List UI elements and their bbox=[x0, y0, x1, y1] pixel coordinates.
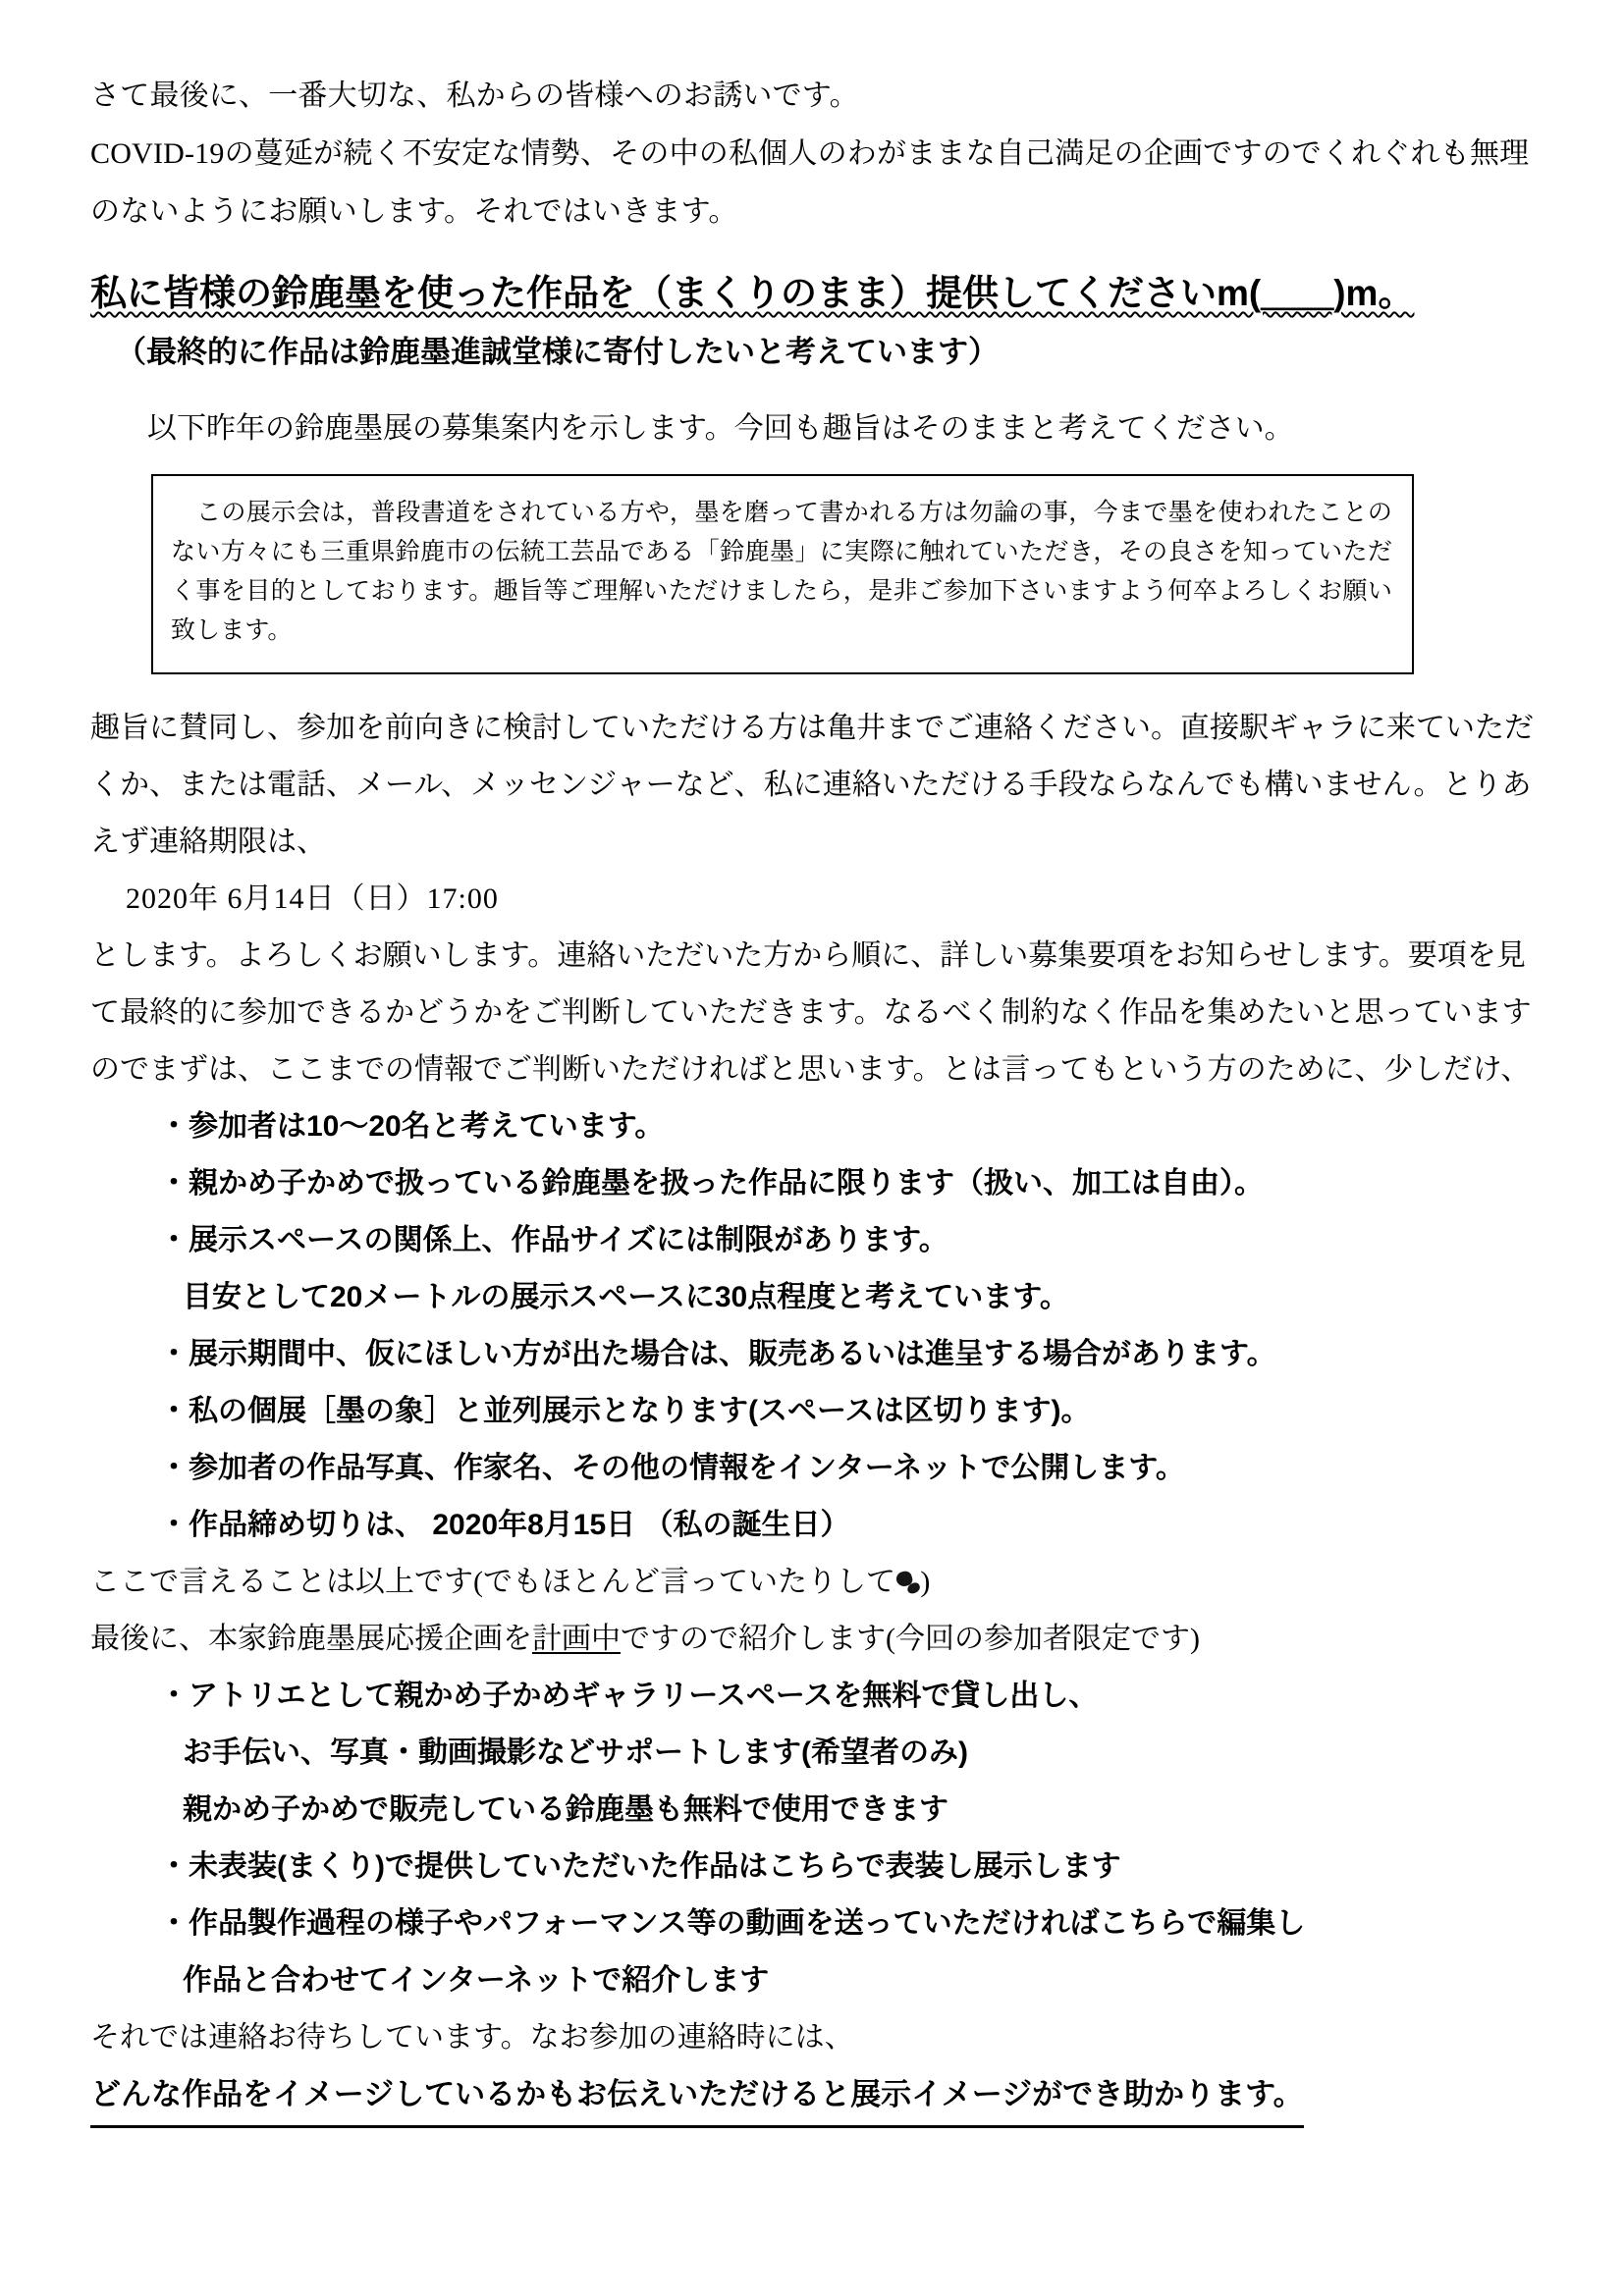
list-item bbox=[159, 1839, 1542, 1896]
list-item-subline: 作品と合わせてインターネットで紹介します bbox=[183, 1964, 770, 1997]
list-item-subline: お手伝い、写真・動画撮影などサポートします(希望者のみ) bbox=[183, 1736, 968, 1769]
bullet-mark-icon: ・ bbox=[159, 1509, 189, 1541]
page-subtitle: （最終的に作品は鈴鹿墨進誠堂様に寄付したいと考えています） bbox=[116, 335, 999, 369]
body-paragraph-1: 趣旨に賛同し、参加を前向きに検討していただける方は亀井までご連絡ください。直接駅ギャラに来ていただくか、または電話、メール、メッセンジャーなど、私に連絡いただける手段ならなんでも構いません。とりあえず連絡期限は、 bbox=[90, 712, 1534, 858]
list-item-label: アトリエとして親かめ子かめギャラリースペースを無料で貸し出し、 bbox=[189, 1680, 1099, 1712]
deadline-date: 2020年 6月14日（日）17:00 bbox=[126, 882, 499, 915]
list-item bbox=[159, 1383, 1542, 1440]
bullet-mark-icon: ・ bbox=[159, 1452, 189, 1484]
list-item-subline-2: 親かめ子かめで販売している鈴鹿墨も無料で使用できます bbox=[183, 1793, 948, 1826]
closing-line-1 bbox=[90, 1554, 1542, 1611]
page-title: 私に皆様の鈴鹿墨を使った作品を（まくりのまま）提供してくださいm(＿＿)m。 bbox=[90, 273, 1415, 313]
sweat-drop-emoji-icon bbox=[896, 1571, 919, 1593]
support-plan-list bbox=[90, 1668, 1542, 2009]
final-emphasis-line: どんな作品をイメージしているかもお伝えいただけると展示イメージができ助かります。 bbox=[90, 2066, 1304, 2128]
list-item-label: 親かめ子かめで扱っている鈴鹿墨を扱った作品に限ります（扱い、加工は自由）。 bbox=[189, 1167, 1264, 1200]
opening-section bbox=[90, 67, 1542, 240]
bullet-mark-icon: ・ bbox=[159, 1110, 189, 1143]
list-item-label: 作品製作過程の様子やパフォーマンス等の動画を送っていただければこちらで編集し bbox=[189, 1907, 1306, 1940]
list-item bbox=[159, 1668, 1542, 1839]
closing-line-1-suffix: ) bbox=[920, 1566, 931, 1598]
bullet-mark-icon: ・ bbox=[159, 1395, 189, 1427]
bullet-mark-icon: ・ bbox=[159, 1224, 189, 1256]
bullet-mark-icon: ・ bbox=[159, 1338, 189, 1370]
quotation-text: この展示会は，普段書道をされている方や，墨を磨って書かれる方は勿論の事，今まで墨を使われたことのない方々にも三重県鈴鹿市の伝統工芸品である「鈴鹿墨」に実際に触れていただき，その良さを知っていただく事を目的としております。趣旨等ご理解いただけましたら，是非ご参加下さいますよう何卒よろしくお願い致します。 bbox=[171, 500, 1392, 644]
bullet-mark-icon: ・ bbox=[159, 1680, 189, 1712]
list-item bbox=[159, 1212, 1542, 1326]
closing-line-2-emphasis: 計画中 bbox=[532, 1623, 621, 1655]
list-item-label: 展示期間中、仮にほしい方が出た場合は、販売あるいは進呈する場合があります。 bbox=[189, 1338, 1276, 1370]
list-item-label: 未表装(まくり)で提供していただいた作品はこちらで表装し展示します bbox=[189, 1850, 1121, 1883]
list-item-label: 私の個展［墨の象］と並列展示となります(スペースは区切ります)。 bbox=[189, 1395, 1091, 1427]
list-item bbox=[159, 1155, 1542, 1212]
conditions-list bbox=[90, 1098, 1542, 1554]
list-item-label: 作品締め切りは、 2020年8月15日 （私の誕生日） bbox=[189, 1509, 850, 1541]
body-paragraph-2: とします。よろしくお願いします。連絡いただいた方から順に、詳しい募集要項をお知らせします。要項を見て最終的に参加できるかどうかをご判断していただきます。なるべく制約なく作品を集めたいと思っていますのでまずは、ここまでの情報でご判断いただければと思います。とは言ってもという方のために、少しだけ、 bbox=[90, 939, 1532, 1086]
closing-line-2-prefix: 最後に、本家鈴鹿墨展応援企画を bbox=[90, 1623, 532, 1655]
opening-line-2: COVID-19の蔓延が続く不安定な情勢、その中の私個人のわがままな自己満足の企画ですのでくれぐれも無理のないようにお願いします。それではいきます。 bbox=[90, 137, 1530, 228]
body-section-1 bbox=[90, 700, 1542, 871]
closing-line-2 bbox=[90, 1611, 1542, 1668]
list-item bbox=[159, 1440, 1542, 1497]
bullet-mark-icon: ・ bbox=[159, 1167, 189, 1200]
list-item-subline: 目安として20メートルの展示スペースに30点程度と考えています。 bbox=[183, 1281, 1069, 1313]
list-item-label: 参加者は10〜20名と考えています。 bbox=[189, 1110, 665, 1143]
body-section-2 bbox=[90, 928, 1542, 1098]
bullet-mark-icon: ・ bbox=[159, 1907, 189, 1940]
closing-line-2-suffix: ですので紹介します(今回の参加者限定です) bbox=[621, 1623, 1200, 1655]
list-item-label: 参加者の作品写真、作家名、その他の情報をインターネットで公開します。 bbox=[189, 1452, 1185, 1484]
list-item bbox=[159, 1326, 1542, 1383]
list-item bbox=[159, 1896, 1542, 2009]
list-item-label: 展示スペースの関係上、作品サイズには制限があります。 bbox=[189, 1224, 948, 1256]
closing-line-3: それでは連絡お待ちしています。なお参加の連絡時には、 bbox=[90, 2021, 854, 2054]
list-item bbox=[159, 1098, 1542, 1155]
intro-line: 以下昨年の鈴鹿墨展の募集案内を示します。今回も趣旨はそのままと考えてください。 bbox=[147, 412, 1294, 445]
closing-line-1-text: ここで言えることは以上です(でもほとんど言っていたりして bbox=[90, 1566, 895, 1598]
list-item bbox=[159, 1497, 1542, 1554]
quotation-box bbox=[151, 474, 1414, 674]
bullet-mark-icon: ・ bbox=[159, 1850, 189, 1883]
final-line-wrapper bbox=[90, 2066, 1542, 2128]
opening-line-1: さて最後に、一番大切な、私からの皆様へのお誘いです。 bbox=[90, 80, 859, 112]
